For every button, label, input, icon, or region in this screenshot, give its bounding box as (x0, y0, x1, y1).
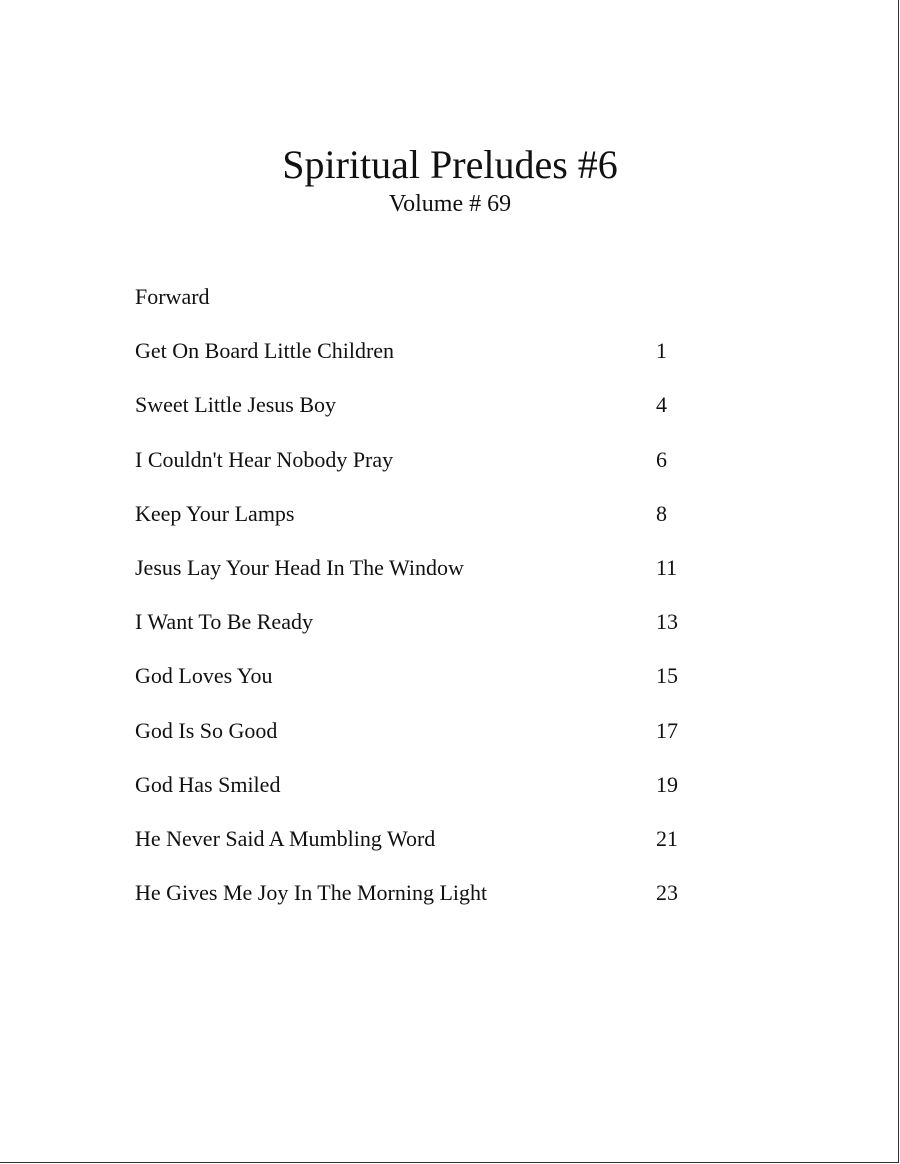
toc-entry (135, 443, 695, 497)
toc-entry-page: 17 (656, 717, 678, 743)
toc-entry (135, 659, 695, 713)
toc-entry-title: He Never Said A Mumbling Word (135, 825, 436, 851)
toc-entry (135, 497, 695, 551)
table-of-contents (135, 280, 695, 930)
toc-entry (135, 822, 695, 876)
page-title: Spiritual Preludes #6 (282, 142, 618, 187)
toc-entry-title: Get On Board Little Children (135, 338, 395, 364)
toc-entry (135, 551, 695, 605)
toc-entry-page: 21 (656, 825, 678, 851)
page-subtitle: Volume # 69 (388, 191, 512, 217)
toc-entry-page: 8 (656, 500, 667, 526)
toc-entry-title: Forward (135, 284, 210, 309)
toc-entry-title: God Loves You (135, 663, 273, 689)
toc-entry-page: 19 (656, 771, 678, 797)
toc-entry (135, 280, 695, 334)
toc-entry-title: Jesus Lay Your Head In The Window (135, 554, 464, 580)
toc-entry-page: 4 (656, 392, 667, 418)
toc-entry-page: 6 (656, 446, 667, 472)
toc-entry-title: God Is So Good (135, 717, 278, 743)
toc-entry-title: He Gives Me Joy In The Morning Light (135, 880, 488, 906)
toc-entry-title: I Couldn't Hear Nobody Pray (135, 446, 394, 472)
toc-entry-title: God Has Smiled (135, 771, 281, 797)
toc-entry-title: Sweet Little Jesus Boy (135, 392, 337, 418)
toc-entry-page: 13 (656, 609, 678, 635)
toc-entry (135, 388, 695, 442)
toc-entry-title: I Want To Be Ready (135, 609, 313, 635)
toc-entry (135, 714, 695, 768)
toc-entry (135, 876, 695, 930)
toc-entry-page: 23 (656, 880, 678, 906)
toc-entry-page: 11 (656, 554, 678, 580)
toc-entry (135, 334, 695, 388)
toc-entry (135, 605, 695, 659)
toc-entry (135, 768, 695, 822)
toc-entry-title: Keep Your Lamps (135, 500, 295, 526)
toc-entry-page: 15 (656, 663, 678, 689)
toc-entry-page: 1 (656, 338, 667, 364)
